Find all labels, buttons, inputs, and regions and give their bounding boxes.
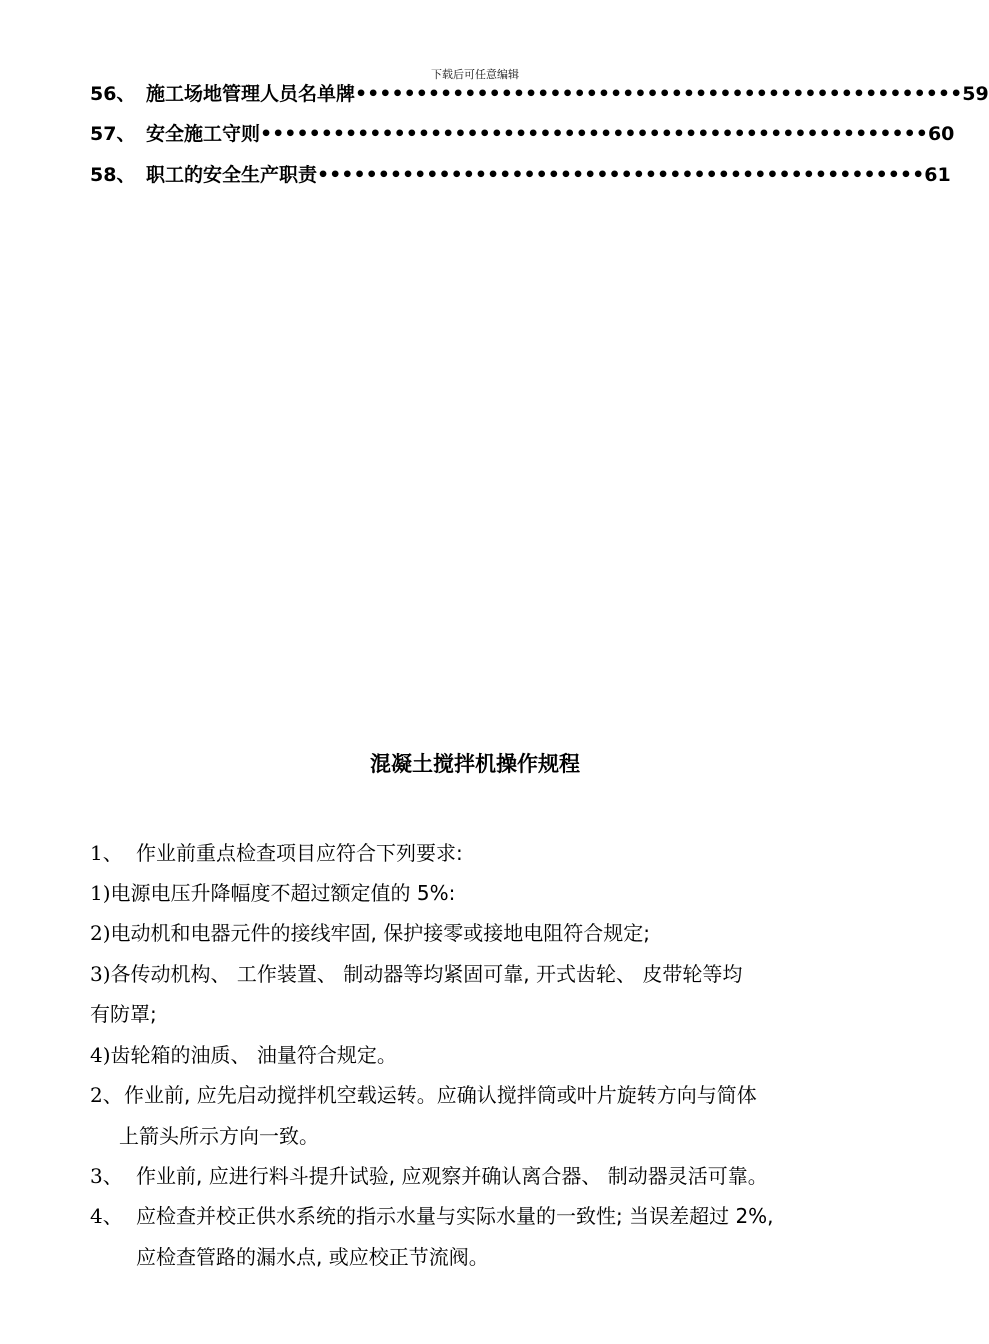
list-item [90,918,650,948]
item-number: 2、 [90,1083,123,1107]
list-item-continuation [136,1242,489,1272]
toc-number: 57、 [90,123,136,145]
item-number: 3) [90,962,111,986]
item-number: 4) [90,1043,111,1067]
toc-leader-dots: •••••••••••••••••••••••••••••••••••••••••••••••••• [317,164,925,186]
item-text: 上箭头所示方向一致。 [119,1124,319,1148]
toc-leader-dots: •••••••••••••••••••••••••••••••••••••••••••••••••• [355,83,963,105]
toc-number: 58、 [90,164,136,186]
toc-entry[interactable] [90,79,989,109]
list-item [90,878,455,908]
toc-entry[interactable] [90,160,951,190]
toc-number: 56、 [90,83,136,105]
item-text: 齿轮箱的油质、 油量符合规定。 [110,1043,397,1067]
item-text: 各传动机构、 工作装置、 制动器等均紧固可靠, 开式齿轮、 皮带轮等均 [110,962,743,986]
list-item [90,838,463,868]
toc-leader-dots: ••••••••••••••••••••••••••••••••••••••••••••••••••••••• [260,123,928,145]
item-text: 电源电压升降幅度不超过额定值的 5%: [110,881,456,905]
list-item [90,1201,774,1231]
item-text: 作业前, 应进行料斗提升试验, 应观察并确认离合器、 制动器灵活可靠。 [136,1164,768,1188]
item-text: 电动机和电器元件的接线牢固, 保护接零或接地电阻符合规定; [110,921,650,945]
item-number: 3、 [90,1164,123,1188]
list-item [90,1080,757,1110]
item-number: 2) [90,921,111,945]
list-item [90,959,742,989]
item-text: 作业前, 应先启动搅拌机空载运转。应确认搅拌筒或叶片旋转方向与简体 [124,1083,757,1107]
toc-page: 59 [962,83,989,105]
item-text: 应检查管路的漏水点, 或应校正节流阀。 [136,1245,489,1269]
page-header: 下载后可任意编辑 [431,68,519,81]
item-number: 1、 [90,841,123,865]
item-text: 应检查并校正供水系统的指示水量与实际水量的一致性; 当误差超过 2%, [136,1204,774,1228]
item-number: 1) [90,881,111,905]
toc-page: 60 [927,123,955,145]
toc-entry[interactable] [90,119,955,149]
item-text: 有防罩; [90,1002,157,1026]
list-item-continuation [119,1121,319,1151]
toc-title: 职工的安全生产职责 [146,164,318,186]
toc-title: 安全施工守则 [146,123,261,145]
list-item-continuation [90,999,157,1029]
toc-page: 61 [924,164,951,186]
list-item [90,1040,397,1070]
section-title: 混凝土搅拌机操作规程 [370,752,580,776]
item-text: 作业前重点检查项目应符合下列要求: [136,841,463,865]
item-number: 4、 [90,1204,123,1228]
list-item [90,1161,768,1191]
toc-title: 施工场地管理人员名单牌 [146,83,356,105]
